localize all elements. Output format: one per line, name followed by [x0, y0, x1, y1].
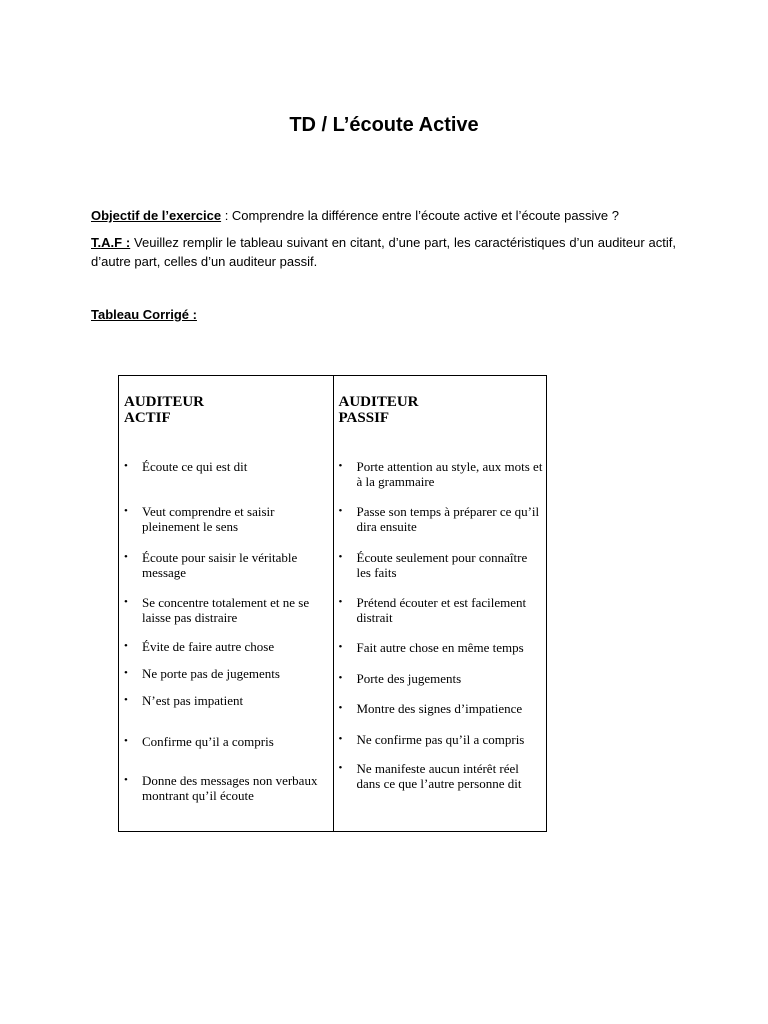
- passive-item-text: Fait autre chose en même temps: [356, 640, 524, 655]
- active-item-text: Ne porte pas de jugements: [142, 666, 280, 681]
- bullet-icon: •: [338, 762, 343, 774]
- passive-item-text: Porte attention au style, aux mots et à la grammaire: [356, 459, 543, 489]
- bullet-icon: •: [124, 774, 128, 786]
- objective-text: : Comprendre la différence entre l’écoute active et l’écoute passive ?: [221, 208, 620, 223]
- bullet-icon: •: [124, 735, 128, 747]
- active-listener-column: [119, 376, 333, 831]
- active-item-text: Se concentre totalement et ne se laisse pas distraire: [142, 595, 310, 625]
- table-caption: [91, 305, 676, 324]
- taf-label: T.A.F :: [91, 235, 131, 250]
- active-item-text: Écoute pour saisir le véritable message: [142, 550, 298, 580]
- active-item: [124, 595, 329, 625]
- bullet-icon: •: [124, 694, 128, 706]
- taf-paragraph: [91, 233, 676, 271]
- active-item-text: Confirme qu’il a compris: [142, 734, 274, 749]
- passive-item-text: Porte des jugements: [356, 671, 462, 686]
- active-item-text: N’est pas impatient: [142, 693, 244, 708]
- passive-item-text: Prétend écouter et est facilement distrait: [356, 595, 527, 625]
- passive-listener-heading: AUDITEUR PASSIF: [338, 394, 419, 426]
- bullet-icon: •: [338, 733, 343, 745]
- passive-item: [339, 550, 544, 580]
- page-title: TD / L’écoute Active: [289, 114, 479, 136]
- active-item: [124, 550, 329, 580]
- bullet-icon: •: [338, 596, 343, 608]
- bullet-icon: •: [338, 551, 343, 563]
- active-item: [124, 666, 329, 681]
- passive-item: [339, 504, 544, 534]
- bullet-icon: •: [338, 641, 343, 653]
- passive-item: [339, 761, 544, 791]
- bullet-icon: •: [124, 551, 128, 563]
- passive-item-text: Écoute seulement pour connaître les faits: [356, 550, 528, 580]
- taf-text: Veuillez remplir le tableau suivant en citant, d’une part, les caractéristiques d’un auditeur actif, d’autre part, celles d’un auditeur passif.: [91, 235, 676, 269]
- active-item: [124, 773, 329, 803]
- table-caption-label: Tableau Corrigé :: [91, 307, 197, 322]
- active-item-text: Évite de faire autre chose: [142, 639, 275, 654]
- passive-item-text: Ne manifeste aucun intérêt réel dans ce que l’autre personne dit: [356, 761, 522, 791]
- active-item: [124, 459, 329, 474]
- bullet-icon: •: [338, 460, 343, 472]
- bullet-icon: •: [124, 596, 128, 608]
- passive-item-text: Ne confirme pas qu’il a compris: [356, 732, 525, 747]
- active-item: [124, 639, 329, 654]
- bullet-icon: •: [338, 672, 343, 684]
- bullet-icon: •: [124, 667, 128, 679]
- passive-listener-column: [333, 376, 547, 831]
- passive-item: [339, 701, 544, 716]
- active-item: [124, 504, 329, 534]
- passive-item: [339, 595, 544, 625]
- objective-label: Objectif de l’exercice: [91, 208, 222, 223]
- active-item-text: Écoute ce qui est dit: [142, 459, 248, 474]
- passive-item-text: Montre des signes d’impatience: [356, 701, 523, 716]
- bullet-icon: •: [338, 505, 343, 517]
- passive-item-text: Passe son temps à préparer ce qu’il dira ensuite: [356, 504, 540, 534]
- listening-comparison-table: [118, 375, 547, 832]
- active-item: [124, 734, 329, 749]
- bullet-icon: •: [338, 702, 343, 714]
- active-listener-heading: AUDITEUR ACTIF: [124, 394, 205, 426]
- active-item: [124, 693, 329, 708]
- objective-paragraph: [91, 206, 676, 225]
- bullet-icon: •: [124, 640, 128, 652]
- bullet-icon: •: [124, 460, 128, 472]
- passive-item: [339, 459, 544, 489]
- passive-item: [339, 732, 544, 747]
- active-item-text: Veut comprendre et saisir pleinement le sens: [142, 504, 275, 534]
- bullet-icon: •: [124, 505, 128, 517]
- active-item-text: Donne des messages non verbaux montrant qu’il écoute: [142, 773, 318, 803]
- passive-item: [339, 640, 544, 655]
- passive-item: [339, 671, 544, 686]
